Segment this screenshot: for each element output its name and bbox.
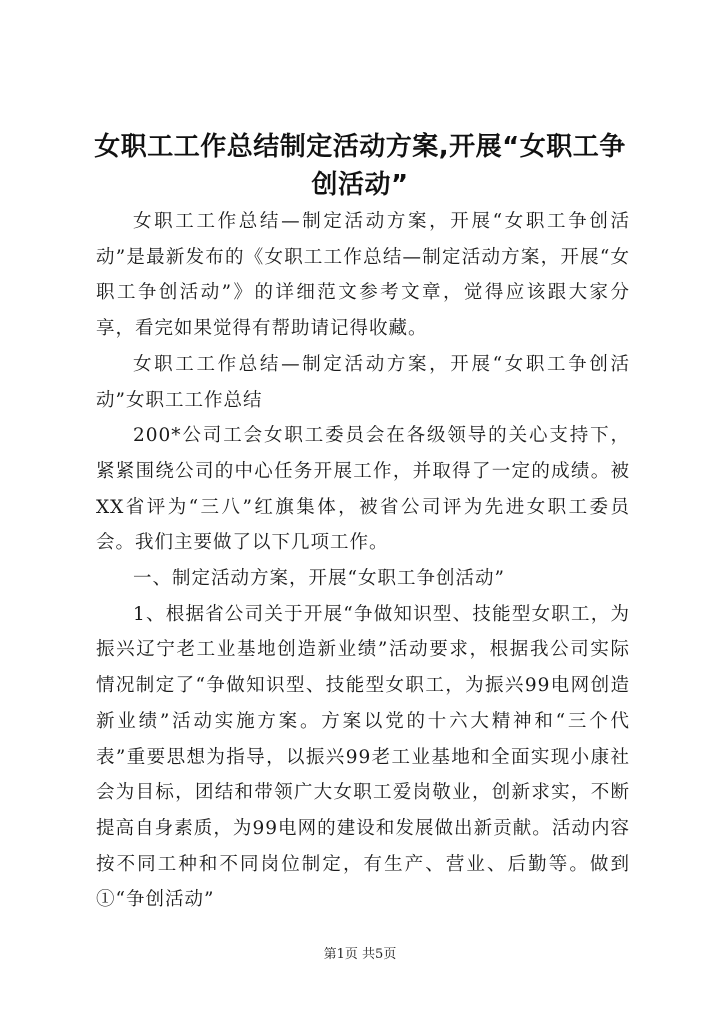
- document-body: [96, 204, 630, 918]
- section-heading-1: 一、制定活动方案，开展“女职工争创活动”: [133, 568, 505, 590]
- paragraph-intro: 女职工工作总结—制定活动方案，开展“女职工争创活动”是最新发布的《女职工工作总结—制定活动方案，开展“女职工争创活动”》的详细范文参考文章，觉得应该跟大家分享，看完如果觉得有帮助请记得收藏。: [96, 211, 630, 340]
- paragraph-heading: 女职工工作总结—制定活动方案，开展“女职工争创活动”女职工工作总结: [96, 353, 630, 411]
- paragraph-summary: 200*公司工会女职工委员会在各级领导的关心支持下，紧紧围绕公司的中心任务开展工作，并取得了一定的成绩。被XX省评为“三八”红旗集体，被省公司评为先进女职工委员会。我们主要做了以下几项工作。: [96, 425, 630, 554]
- paragraph-item-1: 1、根据省公司关于开展“争做知识型、技能型女职工，为振兴辽宁老工业基地创造新业绩”活动要求，根据我公司实际情况制定了“争做知识型、技能型女职工，为振兴99电网创造新业绩”活动实施方案。方案以党的十六大精神和“三个代表”重要思想为指导，以振兴99老工业基地和全面实现小康社会为目标，团结和带领广大女职工爱岗敬业，创新求实，不断提高自身素质，为99电网的建设和发展做出新贡献。活动内容按不同工种和不同岗位制定，有生产、营业、后勤等。做到①“争创活动”: [96, 603, 630, 911]
- page-footer: 第1页 共5页: [323, 947, 397, 962]
- document-title: 女职工工作总结制定活动方案,开展“女职工争创活动”: [94, 132, 626, 200]
